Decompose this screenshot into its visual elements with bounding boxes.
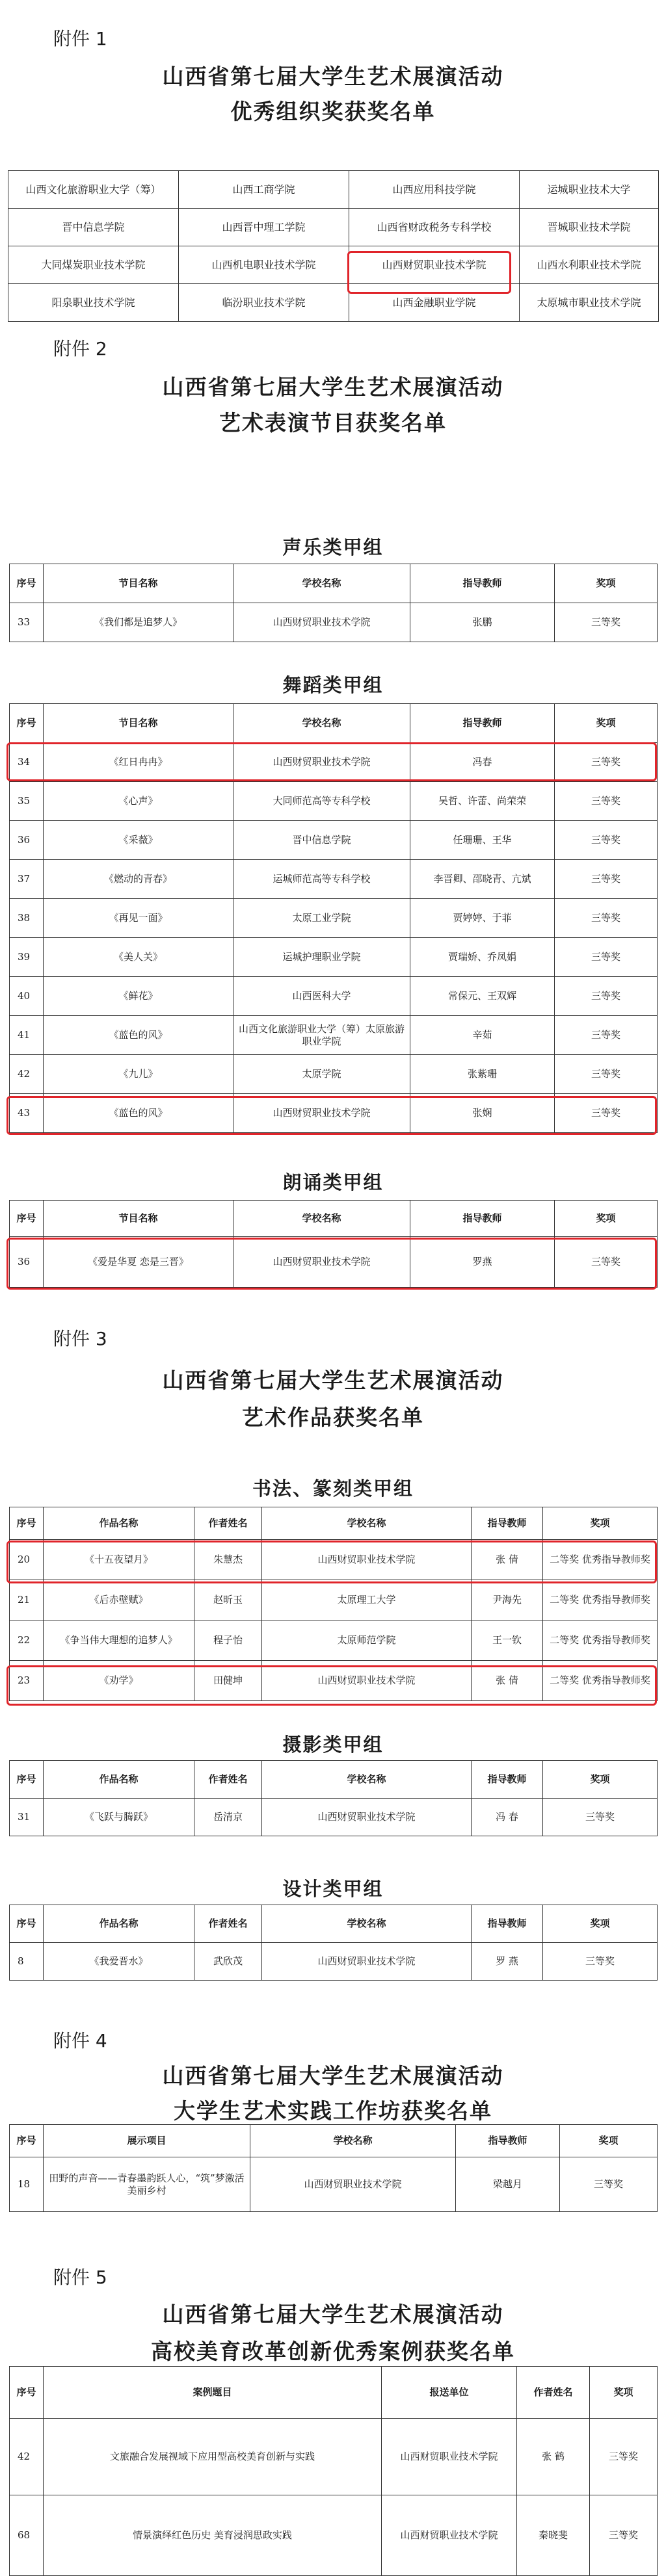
table-cell: 山西水利职业技术学院 [520, 246, 659, 284]
table-cell: 任珊珊、王华 [410, 821, 555, 860]
column-header: 作品名称 [44, 1905, 194, 1943]
table-cell: 三等奖 [555, 1055, 658, 1094]
table-row [8, 209, 659, 246]
table-cell: 20 [10, 1540, 44, 1580]
annex2-label: 附件 2 [53, 338, 107, 359]
annex5-table [9, 2366, 658, 2576]
table-row [10, 603, 658, 642]
column-header: 序号 [10, 1201, 44, 1237]
annex3-group-1-table [9, 1760, 658, 1836]
column-header: 指导教师 [456, 2125, 560, 2157]
table-cell: 秦晓斐 [517, 2495, 590, 2576]
table-row [10, 1055, 658, 1094]
table-cell: 三等奖 [555, 782, 658, 821]
table-cell: 二等奖 优秀指导教师奖 [543, 1661, 658, 1701]
table-header-row [10, 564, 658, 603]
annex2-group-1-table [9, 703, 658, 1133]
table-cell: 三等奖 [555, 603, 658, 642]
table-cell: 35 [10, 782, 44, 821]
column-header: 节目名称 [44, 704, 233, 743]
column-header: 奖项 [543, 1761, 658, 1799]
annex1-title: 山西省第七届大学生艺术展演活动 [162, 64, 504, 89]
table-cell: 《劝学》 [44, 1661, 194, 1701]
column-header: 学校名称 [233, 564, 410, 603]
table-cell: 8 [10, 1943, 44, 1981]
table-cell: 《燃动的青春》 [44, 860, 233, 899]
column-header: 序号 [10, 1905, 44, 1943]
table-header-row [10, 1507, 658, 1540]
table-cell: 运城师范高等专科学校 [233, 860, 410, 899]
table-cell: 《美人关》 [44, 938, 233, 977]
column-header: 奖项 [543, 1507, 658, 1540]
column-header: 作品名称 [44, 1507, 194, 1540]
table-cell: 《飞跃与腾跃》 [44, 1799, 194, 1836]
annex3-group-0-name: 书法、篆刻类甲组 [252, 1477, 414, 1500]
table-row [10, 2495, 658, 2576]
table-cell: 40 [10, 977, 44, 1016]
table-cell: 二等奖 优秀指导教师奖 [543, 1540, 658, 1580]
table-cell: 三等奖 [555, 938, 658, 977]
table-row [10, 782, 658, 821]
column-header: 奖项 [555, 704, 658, 743]
table-cell: 《采薇》 [44, 821, 233, 860]
annex4-table [9, 2124, 658, 2212]
table-cell: 68 [10, 2495, 44, 2576]
table-cell: 43 [10, 1094, 44, 1133]
table-cell: 三等奖 [555, 1016, 658, 1055]
table-cell: 36 [10, 821, 44, 860]
annex2-group-1-name: 舞蹈类甲组 [282, 674, 384, 696]
table-cell: 山西财贸职业技术学院 [262, 1661, 472, 1701]
table-cell: 42 [10, 1055, 44, 1094]
table-row [10, 1094, 658, 1133]
table-cell: 武欣茂 [194, 1943, 262, 1981]
annex5-label: 附件 5 [53, 2267, 107, 2288]
table-cell: 山西医科大学 [233, 977, 410, 1016]
table-header-row [10, 1905, 658, 1943]
table-header-row [10, 2125, 658, 2157]
annex2-group-2-name: 朗诵类甲组 [282, 1171, 384, 1193]
table-cell: 张 倩 [472, 1661, 543, 1701]
table-cell: 山西财贸职业技术学院 [262, 1799, 472, 1836]
table-row [10, 1016, 658, 1055]
table-cell: 张 倩 [472, 1540, 543, 1580]
table-cell: 晋中信息学院 [233, 821, 410, 860]
column-header: 作者姓名 [194, 1761, 262, 1799]
table-cell: 37 [10, 860, 44, 899]
table-row [10, 1540, 658, 1580]
table-row [10, 1237, 658, 1288]
table-cell: 三等奖 [555, 860, 658, 899]
column-header: 序号 [10, 2125, 44, 2157]
table-cell: 《爱是华夏 恋是三晋》 [44, 1237, 233, 1288]
column-header: 报送单位 [382, 2367, 517, 2419]
annex4-label: 附件 4 [53, 2030, 107, 2051]
table-cell: 梁越月 [456, 2157, 560, 2212]
table-row [10, 1620, 658, 1661]
table-cell: 《后赤壁赋》 [44, 1580, 194, 1620]
table-cell: 《心声》 [44, 782, 233, 821]
table-cell: 山西财贸职业技术学院 [382, 2495, 517, 2576]
table-cell: 41 [10, 1016, 44, 1055]
table-cell: 山西财贸职业技术学院 [233, 603, 410, 642]
table-cell: 36 [10, 1237, 44, 1288]
annex3-title: 山西省第七届大学生艺术展演活动 [162, 1368, 504, 1393]
table-cell: 文旅融合发展视域下应用型高校美育创新与实践 [44, 2419, 382, 2495]
table-row [8, 246, 659, 284]
annex4-title: 山西省第七届大学生艺术展演活动 [162, 2063, 504, 2088]
table-cell: 山西财贸职业技术学院 [382, 2419, 517, 2495]
table-cell: 朱慧杰 [194, 1540, 262, 1580]
table-cell: 三等奖 [543, 1799, 658, 1836]
table-cell: 晋城职业技术学院 [520, 209, 659, 246]
table-cell: 太原学院 [233, 1055, 410, 1094]
table-cell: 三等奖 [555, 1094, 658, 1133]
column-header: 指导教师 [472, 1905, 543, 1943]
table-cell: 赵昕玉 [194, 1580, 262, 1620]
column-header: 作者姓名 [517, 2367, 590, 2419]
table-cell: 《争当伟大理想的追梦人》 [44, 1620, 194, 1661]
table-row [10, 743, 658, 782]
table-row [8, 284, 659, 322]
annex2-group-0-name: 声乐类甲组 [282, 536, 384, 558]
column-header: 作品名称 [44, 1761, 194, 1799]
table-row [10, 977, 658, 1016]
table-cell: 三等奖 [555, 977, 658, 1016]
table-cell: 尹海先 [472, 1580, 543, 1620]
table-cell: 情景演绎红色历史 美育浸润思政实践 [44, 2495, 382, 2576]
table-cell: 山西金融职业学院 [349, 284, 520, 322]
table-header-row [10, 2367, 658, 2419]
table-cell: 大同师范高等专科学校 [233, 782, 410, 821]
table-row [10, 1799, 658, 1836]
table-cell: 太原工业学院 [233, 899, 410, 938]
table-cell: 冯春 [410, 743, 555, 782]
table-cell: 太原城市职业技术学院 [520, 284, 659, 322]
table-cell: 38 [10, 899, 44, 938]
table-cell: 三等奖 [560, 2157, 658, 2212]
table-cell: 三等奖 [555, 821, 658, 860]
table-cell: 三等奖 [590, 2495, 658, 2576]
table-cell: 山西工商学院 [179, 171, 349, 209]
table-cell: 三等奖 [555, 1237, 658, 1288]
table-cell: 39 [10, 938, 44, 977]
column-header: 学校名称 [262, 1761, 472, 1799]
table-cell: 《我们都是追梦人》 [44, 603, 233, 642]
annex1-table [8, 170, 659, 322]
table-header-row [10, 1201, 658, 1237]
column-header: 序号 [10, 2367, 44, 2419]
table-cell: 18 [10, 2157, 44, 2212]
table-cell: 运城职业技术大学 [520, 171, 659, 209]
table-cell: 贾瑞娇、乔凤娟 [410, 938, 555, 977]
column-header: 指导教师 [472, 1761, 543, 1799]
annex4-subtitle: 大学生艺术实践工作坊获奖名单 [174, 2098, 492, 2124]
table-cell: 33 [10, 603, 44, 642]
table-row [10, 2419, 658, 2495]
table-cell: 《九儿》 [44, 1055, 233, 1094]
table-cell: 《我爱晋水》 [44, 1943, 194, 1981]
table-row [8, 171, 659, 209]
table-cell: 冯 春 [472, 1799, 543, 1836]
annex3-group-0-table [9, 1507, 658, 1701]
column-header: 作者姓名 [194, 1905, 262, 1943]
table-cell: 42 [10, 2419, 44, 2495]
column-header: 指导教师 [472, 1507, 543, 1540]
table-cell: 山西财贸职业技术学院 [262, 1540, 472, 1580]
table-cell: 二等奖 优秀指导教师奖 [543, 1580, 658, 1620]
annex2-group-2-table [9, 1200, 658, 1288]
column-header: 学校名称 [233, 1201, 410, 1237]
annex2-title: 山西省第七届大学生艺术展演活动 [162, 374, 504, 400]
table-cell: 程子怡 [194, 1620, 262, 1661]
annex3-label: 附件 3 [53, 1328, 107, 1349]
table-cell: 《十五夜望月》 [44, 1540, 194, 1580]
table-cell: 三等奖 [555, 743, 658, 782]
table-cell: 田野的声音——青春墨韵跃人心，“筑”梦激活美丽乡村 [44, 2157, 250, 2212]
table-row [10, 2157, 658, 2212]
column-header: 指导教师 [410, 1201, 555, 1237]
table-row [10, 1661, 658, 1701]
column-header: 奖项 [560, 2125, 658, 2157]
table-cell: 21 [10, 1580, 44, 1620]
table-cell: 太原理工大学 [262, 1580, 472, 1620]
column-header: 序号 [10, 564, 44, 603]
column-header: 奖项 [590, 2367, 658, 2419]
column-header: 节目名称 [44, 1201, 233, 1237]
column-header: 奖项 [555, 564, 658, 603]
column-header: 奖项 [555, 1201, 658, 1237]
column-header: 学校名称 [262, 1507, 472, 1540]
annex2-group-0-table [9, 564, 658, 642]
table-cell: 22 [10, 1620, 44, 1661]
annex3-group-2-name: 设计类甲组 [282, 1878, 384, 1900]
table-cell: 贾婷婷、于菲 [410, 899, 555, 938]
table-row [10, 1580, 658, 1620]
table-cell: 《鲜花》 [44, 977, 233, 1016]
table-cell: 31 [10, 1799, 44, 1836]
table-cell: 山西省财政税务专科学校 [349, 209, 520, 246]
table-cell: 阳泉职业技术学院 [8, 284, 179, 322]
annex5-subtitle: 高校美育改革创新优秀案例获奖名单 [151, 2339, 515, 2364]
table-cell: 34 [10, 743, 44, 782]
table-cell: 临汾职业技术学院 [179, 284, 349, 322]
table-cell: 运城护理职业学院 [233, 938, 410, 977]
table-cell: 张娴 [410, 1094, 555, 1133]
table-cell: 山西机电职业技术学院 [179, 246, 349, 284]
table-cell: 山西财贸职业技术学院 [233, 1094, 410, 1133]
table-header-row [10, 1761, 658, 1799]
table-cell: 常保元、王双辉 [410, 977, 555, 1016]
table-cell: 张 鹤 [517, 2419, 590, 2495]
column-header: 展示项目 [44, 2125, 250, 2157]
table-cell: 三等奖 [590, 2419, 658, 2495]
table-row [10, 1943, 658, 1981]
table-cell: 《红日冉冉》 [44, 743, 233, 782]
table-cell: 《蓝色的风》 [44, 1094, 233, 1133]
column-header: 序号 [10, 704, 44, 743]
table-cell: 吴哲、许蕾、尚荣荣 [410, 782, 555, 821]
annex3-subtitle: 艺术作品获奖名单 [242, 1405, 424, 1430]
table-cell: 张鹏 [410, 603, 555, 642]
table-cell: 太原师范学院 [262, 1620, 472, 1661]
table-row [10, 860, 658, 899]
annex3-group-1-name: 摄影类甲组 [282, 1734, 384, 1756]
table-cell: 罗燕 [410, 1237, 555, 1288]
table-cell: 王一钦 [472, 1620, 543, 1661]
table-cell: 山西财贸职业技术学院 [233, 743, 410, 782]
annex2-subtitle: 艺术表演节目获奖名单 [219, 410, 447, 436]
table-cell: 辛茹 [410, 1016, 555, 1055]
table-cell: 山西晋中理工学院 [179, 209, 349, 246]
annex1-subtitle: 优秀组织奖获奖名单 [230, 99, 436, 124]
table-cell: 《蓝色的风》 [44, 1016, 233, 1055]
table-header-row [10, 704, 658, 743]
table-cell: 山西应用科技学院 [349, 171, 520, 209]
table-cell: 《再见一面》 [44, 899, 233, 938]
table-row [10, 899, 658, 938]
column-header: 序号 [10, 1507, 44, 1540]
table-cell: 三等奖 [543, 1943, 658, 1981]
column-header: 学校名称 [233, 704, 410, 743]
table-cell: 山西文化旅游职业大学（筹）太原旅游职业学院 [233, 1016, 410, 1055]
column-header: 学校名称 [262, 1905, 472, 1943]
table-cell: 山西财贸职业技术学院 [349, 246, 520, 284]
annex3-group-2-table [9, 1905, 658, 1981]
table-cell: 岳清京 [194, 1799, 262, 1836]
table-cell: 大同煤炭职业技术学院 [8, 246, 179, 284]
annex1-label: 附件 1 [53, 28, 107, 49]
column-header: 作者姓名 [194, 1507, 262, 1540]
column-header: 节目名称 [44, 564, 233, 603]
table-cell: 晋中信息学院 [8, 209, 179, 246]
table-cell: 山西财贸职业技术学院 [233, 1237, 410, 1288]
table-cell: 田健坤 [194, 1661, 262, 1701]
table-cell: 张紫珊 [410, 1055, 555, 1094]
table-cell: 李晋卿、邵晓青、亢斌 [410, 860, 555, 899]
column-header: 指导教师 [410, 704, 555, 743]
table-cell: 三等奖 [555, 899, 658, 938]
table-row [10, 821, 658, 860]
column-header: 指导教师 [410, 564, 555, 603]
annex5-title: 山西省第七届大学生艺术展演活动 [162, 2302, 504, 2327]
table-cell: 山西财贸职业技术学院 [250, 2157, 456, 2212]
table-cell: 二等奖 优秀指导教师奖 [543, 1620, 658, 1661]
column-header: 奖项 [543, 1905, 658, 1943]
column-header: 案例题目 [44, 2367, 382, 2419]
table-cell: 山西文化旅游职业大学（筹） [8, 171, 179, 209]
column-header: 学校名称 [250, 2125, 456, 2157]
table-cell: 山西财贸职业技术学院 [262, 1943, 472, 1981]
table-row [10, 938, 658, 977]
column-header: 序号 [10, 1761, 44, 1799]
table-cell: 罗 燕 [472, 1943, 543, 1981]
table-cell: 23 [10, 1661, 44, 1701]
